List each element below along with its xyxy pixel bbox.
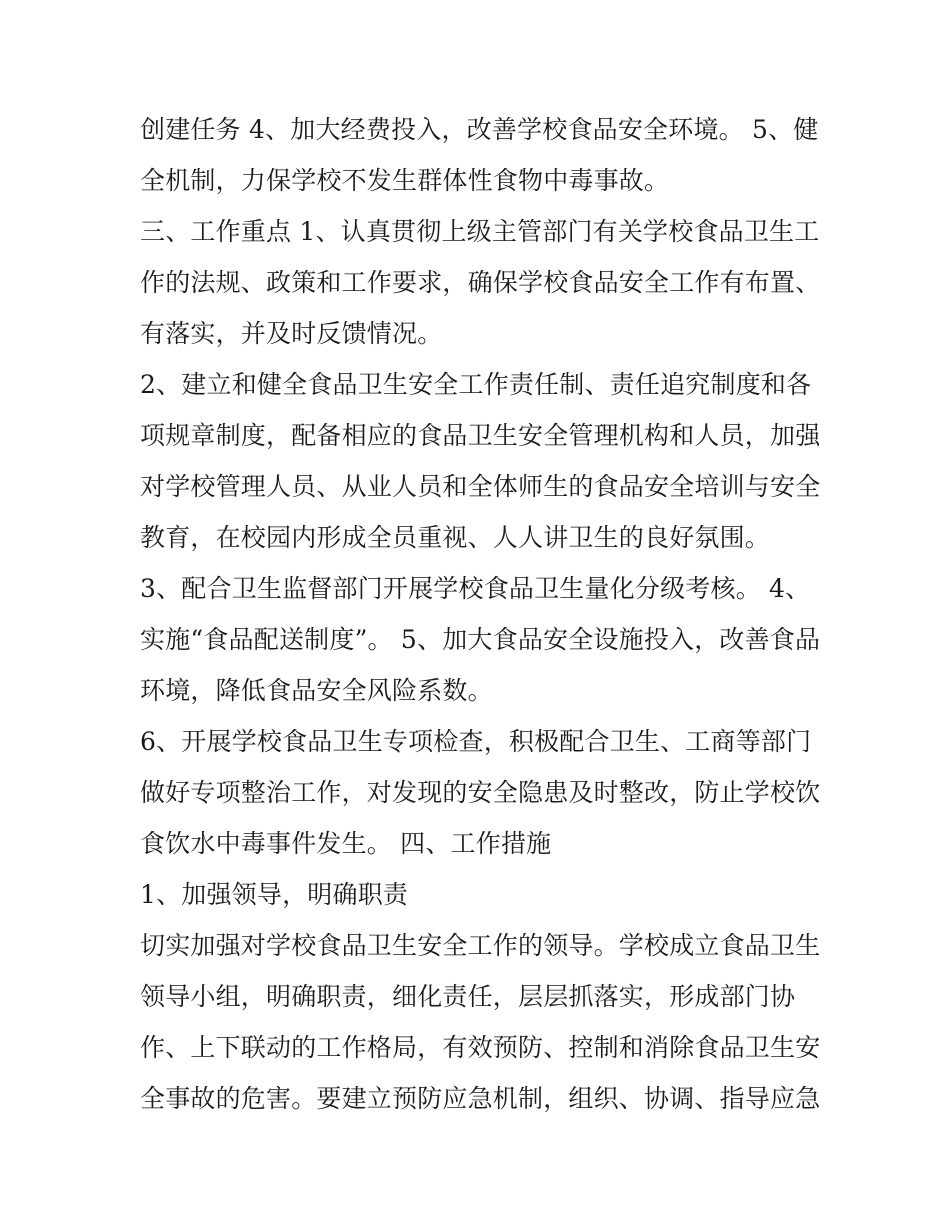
text-line: 有落实，并及时反馈情况。 [140, 319, 443, 348]
text-line: 作、上下联动的工作格局，有效预防、控制和消除食品卫生安 [140, 1033, 820, 1062]
text-line: 做好专项整治工作，对发现的安全隐患及时整改，防止学校饮 [140, 778, 820, 807]
text-line: 作的法规、政策和工作要求，确保学校食品安全工作有布置、 [140, 268, 820, 297]
text-line: 食饮水中毒事件发生。 四、工作措施 [140, 829, 552, 858]
text-line: 3、配合卫生监督部门开展学校食品卫生量化分级考核。 4、 [140, 574, 811, 603]
text-line: 全事故的危害。要建立预防应急机制，组织、协调、指导应急 [140, 1084, 820, 1113]
document-body [140, 104, 820, 1124]
text-line: 2、建立和健全食品卫生安全工作责任制、责任追究制度和各 [140, 370, 812, 399]
text-line: 对学校管理人员、从业人员和全体师生的食品安全培训与安全 [140, 472, 820, 501]
text-line: 项规章制度，配备相应的食品卫生安全管理机构和人员，加强 [140, 421, 820, 450]
text-line: 1、加强领导，明确职责 [140, 880, 409, 909]
text-line: 全机制，力保学校不发生群体性食物中毒事故。 [140, 166, 670, 195]
text-line: 教育，在校园内形成全员重视、人人讲卫生的良好氛围。 [140, 523, 771, 552]
text-line: 环境，降低食品安全风险系数。 [140, 676, 493, 705]
text-line: 实施“食品配送制度”。 5、加大食品安全设施投入，改善食品 [140, 625, 820, 654]
text-line: 三、工作重点 1、认真贯彻上级主管部门有关学校食品卫生工 [140, 217, 820, 246]
text-line: 创建任务 4、加大经费投入，改善学校食品安全环境。 5、健 [140, 115, 819, 144]
text-line: 6、开展学校食品卫生专项检查，积极配合卫生、工商等部门 [140, 727, 812, 756]
text-line: 领导小组，明确职责，细化责任，层层抓落实，形成部门协 [140, 982, 796, 1011]
text-line: 切实加强对学校食品卫生安全工作的领导。学校成立食品卫生 [140, 931, 820, 960]
